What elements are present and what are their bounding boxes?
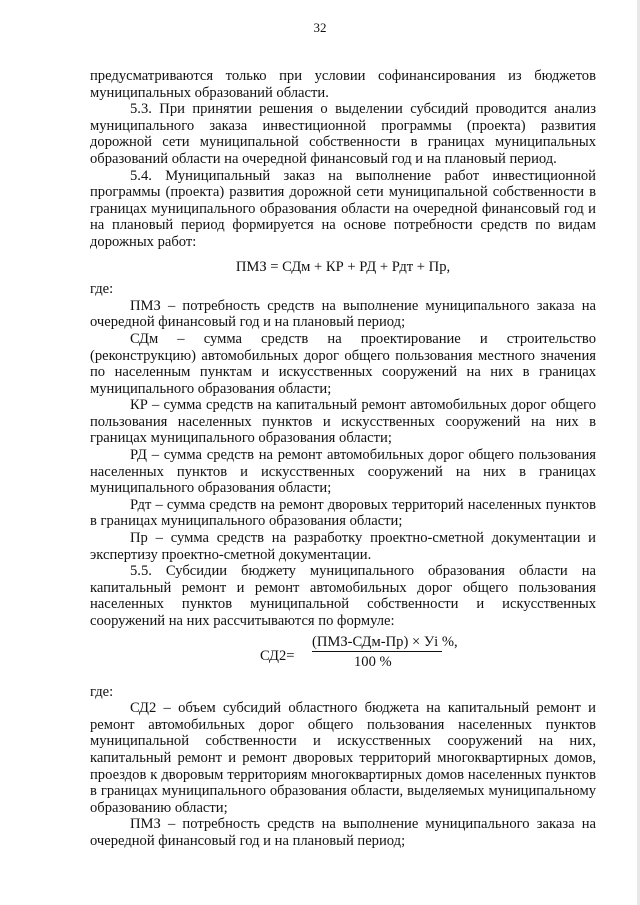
- formula-pmz: ПМЗ = СДм + КР + РД + Рдт + Пр,: [235, 258, 451, 275]
- definition-rdt: Рдт – сумма средств на ремонт дворовых территорий населенных пунктов в границах муниципального образования области;: [90, 496, 596, 530]
- where-label-2: где:: [90, 683, 114, 700]
- where-label-1: где:: [90, 281, 114, 298]
- formula-sd2: [90, 634, 596, 682]
- paragraph-5-3: 5.3. При принятии решения о выделении субсидий проводится анализ муниципального заказа инвестиционной программы (проекта) развития дорожной сети муниципальной собственности в границах муниципальных образований области на очередной финансовый год и на плановый период.: [90, 101, 596, 167]
- definition-pmz: ПМЗ – потребность средств на выполнение муниципального заказа на очередной финансовый год и на плановый период;: [90, 297, 596, 331]
- definition-rd: РД – сумма средств на ремонт автомобильных дорог общего пользования населенных пунктов и искусственных сооружений на них в границах муниципального образования области;: [90, 447, 596, 497]
- paragraph-5-5: 5.5. Субсидии бюджету муниципального образования области на капитальный ремонт и ремонт автомобильных дорог общего пользования населенных пунктов муниципальной собственности и искусственных сооружений на них рассчитываются по формуле:: [90, 563, 596, 629]
- definition-kr: КР – сумма средств на капитальный ремонт автомобильных дорог общего пользования населенных пунктов и искусственных сооружений на них в границах муниципального образования области;: [90, 397, 596, 447]
- page-number: 32: [313, 20, 327, 35]
- formula-sd2-numerator: (ПМЗ-СДм-Пр) × Уі %,: [312, 633, 458, 650]
- definition-pr: Пр – сумма средств на разработку проектно-сметной документации и экспертизу проектно-сметной документации.: [90, 530, 596, 563]
- paragraph-5-4: 5.4. Муниципальный заказ на выполнение работ инвестиционной программы (проекта) развития дорожной сети муниципальной собственности в границах муниципального образования области на очередной финансовый год и на плановый период формируется на основе потребности средств по видам дорожных работ:: [90, 167, 596, 250]
- fraction-bar: [312, 651, 442, 652]
- definition-sdm: СДм – сумма средств на проектирование и строительство (реконструкцию) автомобильных дорог общего пользования местного значения по населенным пунктам и искусственных сооружений на них в границах муниципального образования области;: [90, 330, 596, 397]
- document-body: [90, 68, 596, 850]
- formula-sd2-denominator: 100 %: [354, 653, 392, 670]
- definition-pmz-2: ПМЗ – потребность средств на выполнение муниципального заказа на очередной финансовый год и на плановый период;: [90, 816, 596, 849]
- paragraph-continuation: предусматриваются только при условии софинансирования из бюджетов муниципальных образований области.: [90, 68, 596, 101]
- formula-sd2-lhs: СД2=: [260, 647, 295, 664]
- definition-sd2: СД2 – объем субсидий областного бюджета на капитальный ремонт и ремонт автомобильных дорог общего пользования населенных пунктов муниципальной собственности и искусственных сооружений на них, капитальный ремонт и ремонт дворовых территорий многоквартирных домов, проездов к дворовым территориям многоквартирных домов населенных пунктов в границах муниципального образования области, выделяемых муниципальному образованию области;: [90, 700, 596, 816]
